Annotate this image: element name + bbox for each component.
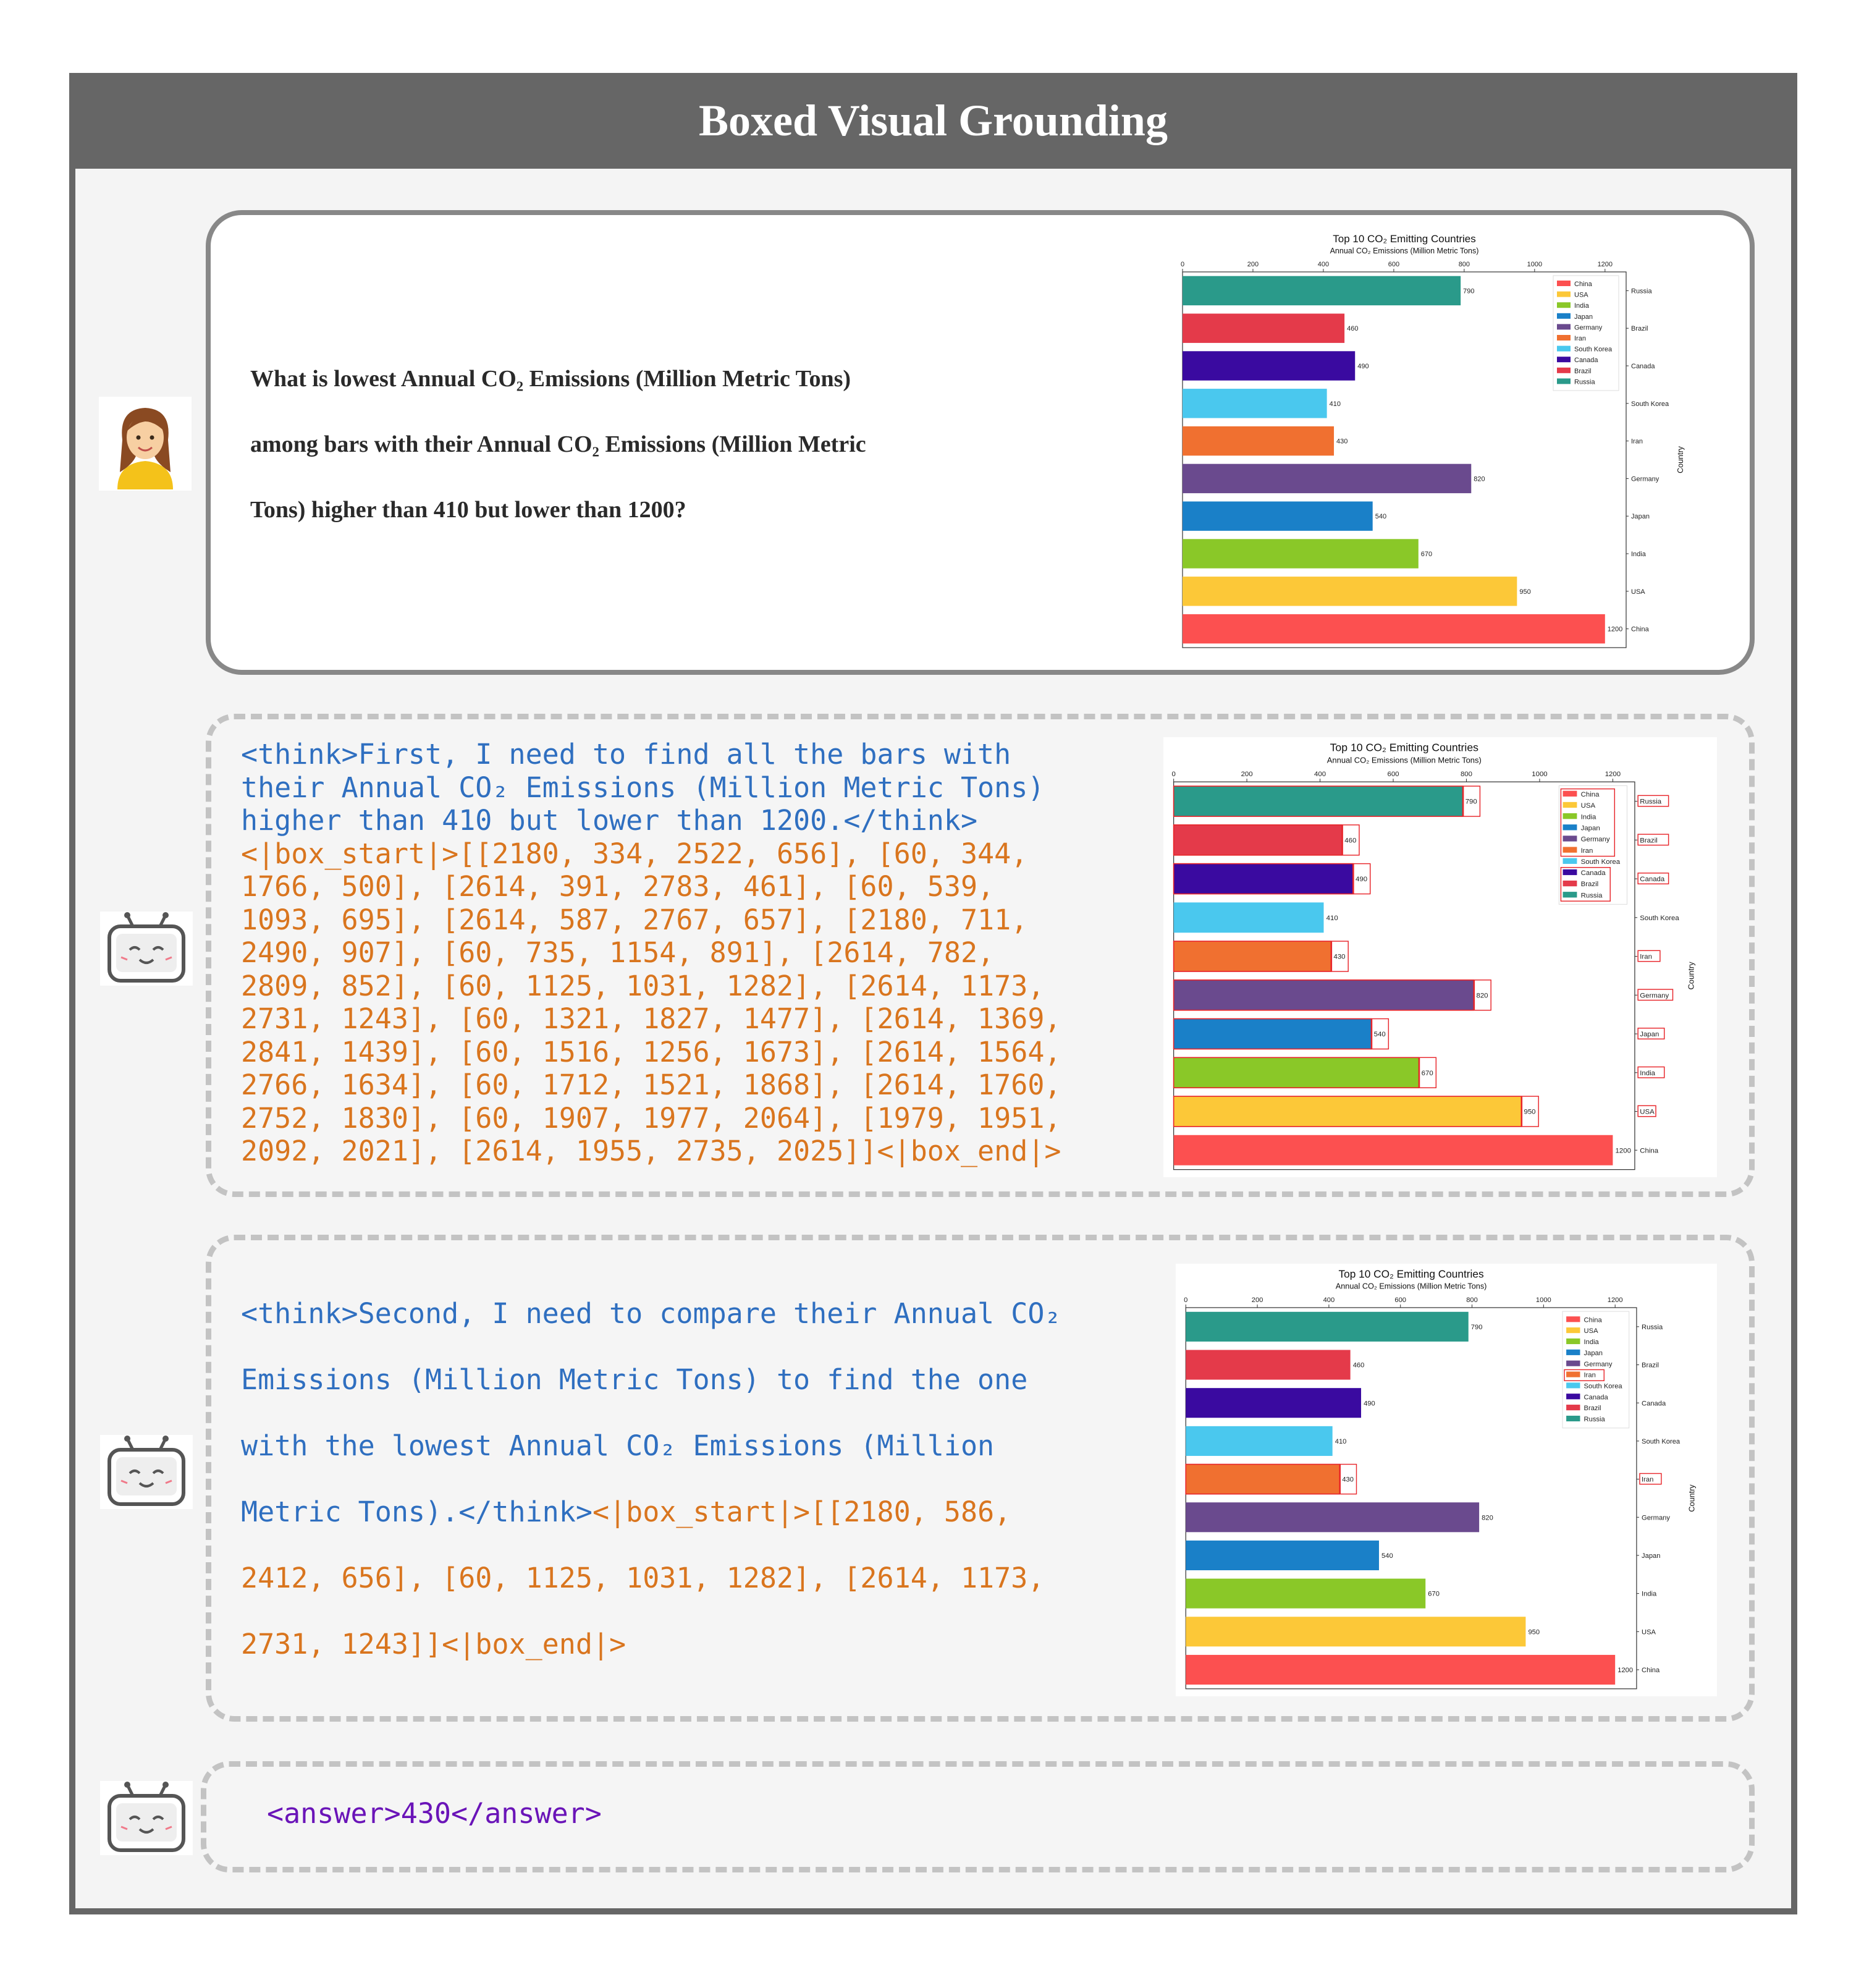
legend-label: India — [1584, 1339, 1599, 1347]
bar-usa — [1174, 1096, 1522, 1127]
legend-swatch — [1557, 335, 1571, 340]
y-tick-label: Japan — [1642, 1552, 1661, 1560]
legend-label: USA — [1580, 802, 1596, 810]
bar-brazil — [1174, 825, 1342, 855]
y-axis-label: Country — [1686, 962, 1696, 990]
legend-swatch — [1557, 292, 1571, 297]
assistant-avatar-icon — [100, 1435, 193, 1509]
step2-box-text: <|box_start|>[[2180, 586, 2412, 656], [60, 1125, 1031, 1282], [2614, 1173, 2731, 1243]]<|box_end|> — [241, 1495, 1061, 1660]
x-tick-label: 1000 — [1527, 261, 1543, 268]
y-tick-label: Germany — [1642, 1514, 1670, 1522]
legend-label: India — [1574, 302, 1589, 310]
chart-step2 — [1176, 1264, 1717, 1696]
chart-title: Top 10 CO₂ Emitting Countries — [1330, 741, 1479, 754]
y-tick-label: Japan — [1631, 513, 1650, 521]
y-tick-label: Canada — [1640, 876, 1665, 884]
bar-brazil — [1183, 313, 1344, 342]
legend-swatch — [1557, 302, 1571, 308]
question-line: What is lowest Annual CO₂ Emissions (Million Metric Tons) — [250, 366, 851, 392]
bar-south-korea — [1183, 389, 1327, 418]
legend-swatch — [1566, 1361, 1580, 1366]
bar-south-korea — [1174, 902, 1324, 933]
legend-label: Germany — [1580, 835, 1610, 844]
bar-russia — [1183, 276, 1461, 305]
x-tick-label: 200 — [1241, 770, 1253, 778]
y-tick-label: Germany — [1631, 475, 1659, 483]
legend-label: South Korea — [1574, 345, 1613, 353]
y-tick-label: South Korea — [1642, 1437, 1681, 1445]
question-line: among bars with their Annual CO₂ Emissions (Million Metric — [250, 431, 866, 457]
value-label: 460 — [1344, 837, 1357, 845]
legend-swatch — [1566, 1371, 1580, 1377]
x-tick-label: 1200 — [1597, 261, 1613, 268]
value-label: 410 — [1329, 400, 1341, 408]
x-tick-label: 200 — [1251, 1296, 1263, 1304]
legend-label: Germany — [1574, 324, 1603, 332]
bar-russia — [1174, 786, 1463, 816]
legend-swatch — [1557, 357, 1571, 362]
y-axis-label: Country — [1676, 446, 1685, 473]
value-label: 410 — [1326, 914, 1338, 922]
value-label: 410 — [1335, 1437, 1347, 1445]
legend-label: Japan — [1574, 313, 1593, 321]
x-tick-label: 0 — [1180, 261, 1185, 268]
step2-text — [241, 1280, 1078, 1677]
value-label: 790 — [1470, 1323, 1483, 1331]
legend-label: Japan — [1584, 1349, 1603, 1357]
legend-swatch — [1563, 791, 1577, 797]
y-tick-label: China — [1640, 1147, 1659, 1155]
legend-swatch — [1566, 1327, 1580, 1333]
legend-label: Brazil — [1574, 367, 1592, 375]
legend-label: Iran — [1584, 1371, 1596, 1379]
chart-title: Top 10 CO₂ Emitting Countries — [1338, 1267, 1484, 1280]
chart-question — [1173, 229, 1705, 655]
step1-box-text: <|box_start|>[[2180, 334, 2522, 656], [60, 344, 1766, 500], [2614, 391, 2783, 461], [60, 539, 1093, 695], [2614, 587, 2767, 657], [2180, 711, 2490, 907], [60, 735, 1154, 891], [2614, 782, 2809, 852], [60, 1125, 1031, 1282], [2614, 1173, 2731, 1243], [60, 1321, 1827, 1477], [2614, 1369, 2841, 1439], [60, 1516, 1256, 1673], [2614, 1564, 2766, 1634], [60, 1712, 1521, 1868], [2614, 1760, 2752, 1830], [60, 1907, 1977, 2064], [1979, 1951, 2092, 2021], [2614, 1955, 2735, 2025]]<|box_end|> — [241, 837, 1078, 1167]
y-tick-label: Canada — [1642, 1400, 1666, 1408]
y-tick-label: USA — [1640, 1108, 1655, 1116]
legend-label: Canada — [1584, 1394, 1608, 1402]
chart-title: Top 10 CO₂ Emitting Countries — [1333, 233, 1476, 245]
y-tick-label: USA — [1631, 588, 1645, 596]
bar-iran — [1186, 1465, 1339, 1494]
x-tick-label: 800 — [1466, 1296, 1478, 1304]
y-tick-label: Brazil — [1640, 837, 1658, 845]
legend-label: Canada — [1580, 869, 1606, 878]
x-tick-label: 200 — [1247, 261, 1259, 268]
legend-swatch — [1566, 1405, 1580, 1410]
bar-usa — [1183, 577, 1517, 606]
legend-swatch — [1566, 1316, 1580, 1322]
legend-label: Russia — [1574, 378, 1595, 386]
bar-chart-svg — [1163, 737, 1717, 1177]
y-tick-label: Iran — [1631, 438, 1643, 446]
y-tick-label: Russia — [1640, 798, 1662, 806]
legend-swatch — [1563, 835, 1577, 841]
y-tick-label: Brazil — [1642, 1361, 1659, 1369]
legend-swatch — [1563, 881, 1577, 886]
x-tick-label: 1200 — [1607, 1296, 1623, 1304]
step1-think-text: <think>First, I need to find all the bars with their Annual CO₂ Emissions (Million Metric Tons) higher than 410 but lower than 1200.</think> — [241, 738, 1061, 837]
y-tick-label: Brazil — [1631, 325, 1648, 333]
legend-label: Brazil — [1580, 881, 1599, 889]
legend-swatch — [1566, 1339, 1580, 1344]
bar-india — [1186, 1579, 1425, 1609]
legend-label: China — [1574, 281, 1592, 288]
value-label: 490 — [1356, 876, 1368, 884]
y-tick-label: India — [1642, 1590, 1657, 1598]
user-avatar-icon — [99, 397, 192, 491]
bar-canada — [1186, 1388, 1361, 1418]
bar-china — [1174, 1135, 1613, 1165]
legend-swatch — [1557, 378, 1571, 384]
value-label: 430 — [1342, 1476, 1354, 1484]
y-tick-label: Iran — [1642, 1476, 1654, 1484]
legend-swatch — [1557, 346, 1571, 352]
value-label: 490 — [1364, 1400, 1375, 1408]
bar-china — [1183, 614, 1605, 643]
value-label: 670 — [1420, 551, 1433, 558]
legend-swatch — [1566, 1382, 1580, 1388]
bar-usa — [1186, 1617, 1525, 1646]
legend-label: Brazil — [1584, 1405, 1601, 1413]
x-tick-label: 400 — [1323, 1296, 1335, 1304]
answer-text: <answer>430</answer> — [267, 1797, 602, 1830]
y-axis-label: Country — [1687, 1484, 1697, 1512]
step2-think-text: <think>Second, I need to compare their Annual CO₂ Emissions (Million Metric Tons) to find the one with the lowest Annual CO₂ Emissions (Million Metric Tons).</think> — [241, 1297, 1078, 1528]
legend-label: China — [1584, 1316, 1602, 1324]
legend-swatch — [1563, 824, 1577, 830]
legend-label: South Korea — [1584, 1382, 1622, 1390]
value-label: 430 — [1336, 438, 1348, 446]
bar-germany — [1174, 980, 1474, 1010]
value-label: 460 — [1347, 325, 1359, 333]
x-tick-label: 0 — [1171, 770, 1176, 778]
value-label: 1200 — [1615, 1147, 1631, 1155]
legend-swatch — [1563, 869, 1577, 875]
y-tick-label: India — [1640, 1069, 1656, 1077]
legend-label: USA — [1584, 1327, 1598, 1335]
legend-label: USA — [1574, 291, 1588, 299]
y-tick-label: USA — [1642, 1628, 1656, 1636]
value-label: 950 — [1524, 1108, 1536, 1116]
y-tick-label: China — [1631, 625, 1649, 633]
value-label: 540 — [1375, 513, 1387, 521]
value-label: 490 — [1357, 363, 1369, 370]
x-axis-label: Annual CO₂ Emissions (Million Metric Tons) — [1326, 755, 1482, 765]
bar-germany — [1186, 1502, 1479, 1532]
x-tick-label: 1000 — [1532, 770, 1548, 778]
assistant-avatar-icon — [100, 1781, 193, 1855]
bar-germany — [1183, 464, 1471, 493]
legend-swatch — [1563, 892, 1577, 897]
legend-label: Germany — [1584, 1360, 1613, 1368]
x-tick-label: 1200 — [1605, 770, 1621, 778]
value-label: 540 — [1381, 1552, 1393, 1560]
bar-chart-svg — [1176, 1264, 1717, 1696]
legend-swatch — [1563, 802, 1577, 808]
value-label: 950 — [1519, 588, 1531, 596]
y-tick-label: South Korea — [1631, 400, 1669, 408]
y-tick-label: Iran — [1640, 953, 1652, 961]
x-tick-label: 400 — [1317, 261, 1330, 268]
question-line: Tons) higher than 410 but lower than 1200? — [250, 497, 686, 523]
bar-iran — [1174, 941, 1331, 971]
chart-step1 — [1163, 737, 1717, 1177]
x-tick-label: 800 — [1460, 770, 1473, 778]
value-label: 430 — [1333, 953, 1346, 961]
legend-swatch — [1566, 1416, 1580, 1421]
value-label: 670 — [1421, 1069, 1433, 1077]
value-label: 1200 — [1607, 625, 1623, 633]
bar-canada — [1174, 864, 1353, 894]
y-tick-label: Japan — [1640, 1031, 1659, 1039]
bar-chart-svg — [1173, 229, 1705, 655]
y-tick-label: Canada — [1631, 363, 1655, 370]
step1-text — [241, 738, 1078, 1168]
value-label: 670 — [1428, 1590, 1440, 1598]
bar-japan — [1183, 501, 1373, 530]
legend-swatch — [1566, 1394, 1580, 1399]
y-tick-label: China — [1642, 1667, 1660, 1675]
legend-label: India — [1580, 813, 1596, 821]
legend-swatch — [1563, 858, 1577, 864]
value-label: 820 — [1474, 475, 1485, 483]
bar-canada — [1183, 351, 1355, 380]
legend-swatch — [1557, 368, 1571, 373]
y-tick-label: India — [1631, 551, 1646, 558]
legend-label: Russia — [1580, 892, 1603, 900]
x-tick-label: 400 — [1314, 770, 1326, 778]
value-label: 790 — [1465, 798, 1477, 806]
legend-swatch — [1563, 847, 1577, 852]
x-axis-label: Annual CO₂ Emissions (Million Metric Tons) — [1335, 1282, 1487, 1291]
bar-india — [1174, 1057, 1419, 1088]
question-text — [250, 346, 1189, 543]
x-tick-label: 600 — [1388, 261, 1400, 268]
figure-title: Boxed Visual Grounding — [69, 73, 1797, 169]
bar-iran — [1183, 426, 1334, 455]
legend-swatch — [1557, 313, 1571, 319]
legend-swatch — [1566, 1350, 1580, 1355]
value-label: 460 — [1352, 1361, 1365, 1369]
legend-label: China — [1580, 790, 1600, 798]
x-tick-label: 600 — [1387, 770, 1399, 778]
legend-label: Russia — [1584, 1416, 1605, 1424]
value-label: 540 — [1373, 1031, 1386, 1039]
bar-china — [1186, 1655, 1615, 1685]
x-tick-label: 800 — [1458, 261, 1470, 268]
y-tick-label: South Korea — [1640, 914, 1679, 922]
y-tick-label: Germany — [1640, 992, 1669, 1000]
value-label: 1200 — [1617, 1667, 1634, 1675]
bar-brazil — [1186, 1350, 1350, 1379]
legend-swatch — [1563, 813, 1577, 819]
x-tick-label: 0 — [1184, 1296, 1188, 1304]
bar-japan — [1174, 1019, 1372, 1049]
x-axis-label: Annual CO₂ Emissions (Million Metric Tons) — [1330, 247, 1479, 255]
legend-label: Japan — [1580, 824, 1600, 832]
bar-south-korea — [1186, 1426, 1332, 1456]
value-label: 820 — [1476, 992, 1488, 1000]
legend-label: Canada — [1574, 357, 1598, 365]
assistant-avatar-icon — [100, 912, 193, 986]
bar-india — [1183, 539, 1419, 568]
legend-label: Iran — [1574, 335, 1586, 342]
value-label: 820 — [1482, 1514, 1493, 1522]
legend-label: Iran — [1580, 847, 1593, 855]
y-tick-label: Russia — [1642, 1323, 1663, 1331]
legend-label: South Korea — [1580, 858, 1621, 866]
bar-japan — [1186, 1541, 1379, 1570]
x-tick-label: 600 — [1394, 1296, 1407, 1304]
bar-russia — [1186, 1312, 1468, 1342]
legend-swatch — [1557, 281, 1571, 286]
x-tick-label: 1000 — [1535, 1296, 1551, 1304]
legend-swatch — [1557, 324, 1571, 329]
y-tick-label: Russia — [1631, 287, 1652, 295]
value-label: 790 — [1463, 287, 1475, 295]
value-label: 950 — [1528, 1628, 1540, 1636]
